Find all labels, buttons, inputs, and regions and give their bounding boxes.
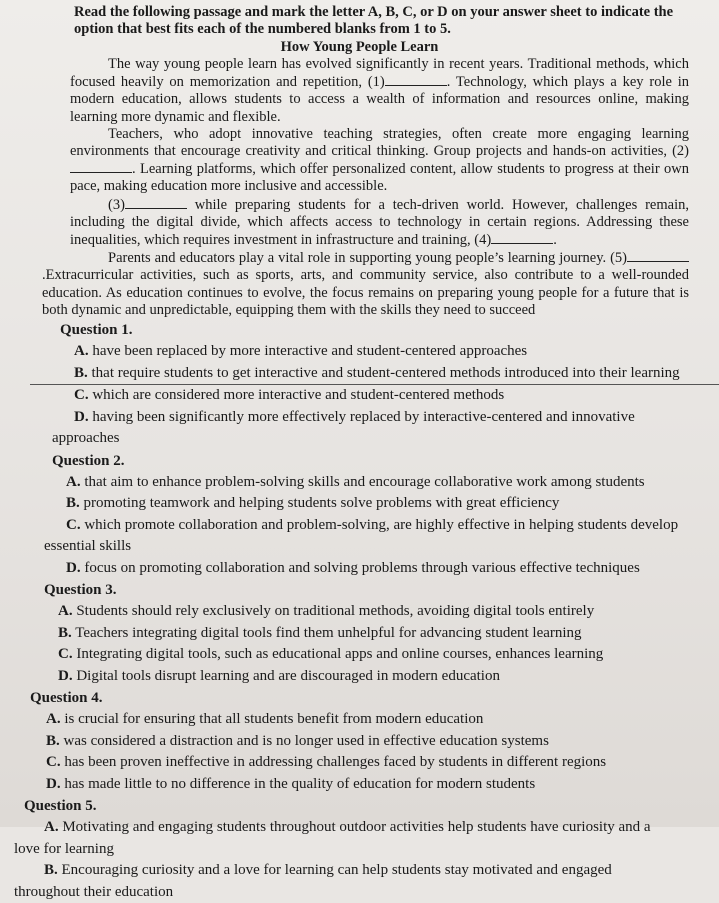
option-letter: D.: [74, 408, 89, 425]
passage-paragraph-1: [70, 56, 689, 126]
question-1-option-b[interactable]: [74, 363, 689, 385]
passage-text: The way young people learn has evolved significantly in recent years. Traditional methods, which focused heavily on memorization and repetition, (1): [70, 56, 689, 91]
option-text: is crucial for ensuring that all students benefit from modern education: [64, 711, 484, 728]
option-text: Integrating digital tools, such as educational apps and online courses, enhances learning: [76, 646, 604, 663]
question-4: [30, 687, 689, 795]
option-text: has made little to no difference in the quality of education for modern students: [64, 775, 536, 792]
option-letter: B.: [66, 495, 80, 512]
question-3-option-b[interactable]: [58, 623, 689, 645]
option-continuation: throughout their education: [14, 883, 174, 900]
option-letter: B.: [44, 862, 58, 879]
option-text: that require students to get interactive and student-centered methods introduced into their learning: [91, 364, 680, 381]
question-5-option-a[interactable]: [44, 817, 689, 839]
question-4-option-a[interactable]: [46, 709, 689, 731]
passage-paragraph-4: [42, 249, 689, 319]
question-3-option-d[interactable]: [58, 666, 689, 688]
passage-text: . Learning platforms, which offer personalized content, allow students to progress at their own pace, making education more inclusive and accessible.: [70, 161, 689, 195]
blank-5: [627, 249, 689, 262]
option-letter: B.: [46, 732, 60, 749]
option-text: that aim to enhance problem-solving skills and encourage collaborative work among students: [84, 473, 645, 490]
option-text: Motivating and engaging students throughout outdoor activities help students have curiosity and a: [62, 819, 651, 836]
option-letter: C.: [58, 646, 73, 663]
passage-text: .Extracurricular activities, such as sports, arts, and community service, also contribute to a well-rounded education. As education continues to evolve, the focus remains on preparing young people for a future that is both dynamic and unpredictable, equipping them with the skills they need to succeed: [42, 267, 689, 318]
question-label: Question 4.: [30, 690, 103, 707]
question-label: Question 5.: [24, 798, 97, 815]
question-1-option-a[interactable]: [74, 341, 689, 363]
question-2-option-a[interactable]: [66, 472, 689, 494]
option-continuation: essential skills: [44, 538, 132, 555]
question-5: [14, 795, 689, 903]
option-text: having been significantly more effectively replaced by interactive-centered and innovative: [92, 408, 635, 425]
option-continuation: approaches: [52, 430, 120, 447]
question-label: Question 3.: [44, 582, 117, 599]
question-4-option-c[interactable]: [46, 752, 689, 774]
passage-text: while preparing students for a tech-driven world. However, challenges remain, including the digital divide, which affects access to technology in certain regions. Addressing these inequalities, which requires investment in infrastructure and training, (4): [70, 196, 689, 249]
question-3: [44, 579, 689, 687]
option-text: have been replaced by more interactive and student-centered approaches: [92, 343, 528, 360]
question-1-option-c[interactable]: [74, 385, 689, 407]
option-text: focus on promoting collaboration and solving problems through various effective techniques: [84, 559, 640, 576]
option-text: which promote collaboration and problem-solving, are highly effective in helping students develop: [84, 516, 679, 533]
question-2-option-d[interactable]: [66, 558, 689, 580]
option-letter: D.: [46, 775, 61, 792]
question-4-option-b[interactable]: [46, 731, 689, 753]
option-text: which are considered more interactive and student-centered methods: [92, 387, 505, 404]
option-text: has been proven ineffective in addressing challenges faced by students in different regions: [64, 754, 607, 771]
option-letter: A.: [58, 603, 73, 620]
option-letter: B.: [74, 364, 88, 381]
option-text: was considered a distraction and is no longer used in effective education systems: [63, 732, 549, 749]
passage-text: .: [553, 232, 557, 249]
question-1: [52, 319, 689, 450]
option-letter: A.: [44, 819, 59, 836]
option-letter: B.: [58, 624, 72, 641]
option-text: Teachers integrating digital tools find them unhelpful for advancing student learning: [75, 624, 582, 641]
option-letter: C.: [74, 387, 89, 404]
option-letter: C.: [46, 754, 61, 771]
passage-paragraph-3: [70, 196, 689, 250]
question-2-option-c[interactable]: [66, 515, 689, 537]
blank-1: [385, 73, 447, 86]
option-continuation: love for learning: [14, 840, 114, 857]
option-letter: A.: [46, 711, 61, 728]
blank-2: [70, 160, 132, 173]
option-letter: A.: [66, 473, 81, 490]
option-text: Students should rely exclusively on traditional methods, avoiding digital tools entirely: [76, 603, 595, 620]
question-2: [44, 450, 689, 580]
option-letter: C.: [66, 516, 81, 533]
passage-text: (3): [108, 196, 125, 213]
passage-paragraph-2: [70, 126, 689, 196]
passage-text: . Technology, which plays a key role in modern education, allows students to access a wealth of information and resources online, making learning more dynamic and flexible.: [70, 74, 689, 125]
passage-text: Parents and educators play a vital role in supporting young people’s learning journey. (5): [108, 250, 627, 267]
passage-text: Teachers, who adopt innovative teaching strategies, often create more engaging learning environments that encourage creativity and critical thinking. Group projects and hands-on activities, (2): [70, 125, 689, 160]
option-letter: D.: [58, 667, 73, 684]
question-3-option-c[interactable]: [58, 644, 689, 666]
passage-title: How Young People Learn: [280, 39, 439, 55]
blank-4: [491, 231, 553, 244]
question-2-option-b[interactable]: [66, 493, 689, 515]
question-label: Question 1.: [60, 322, 133, 339]
blank-3: [125, 196, 187, 209]
question-1-option-d[interactable]: [74, 407, 689, 429]
option-text: Digital tools disrupt learning and are discouraged in modern education: [76, 667, 500, 684]
question-label: Question 2.: [52, 452, 125, 469]
option-letter: D.: [66, 559, 81, 576]
question-5-option-b[interactable]: [44, 860, 689, 882]
question-4-option-d[interactable]: [46, 774, 689, 796]
question-3-option-a[interactable]: [58, 601, 689, 623]
option-text: Encouraging curiosity and a love for learning can help students stay motivated and engaged: [61, 862, 612, 879]
option-text: promoting teamwork and helping students solve problems with great efficiency: [83, 495, 560, 512]
instructions: Read the following passage and mark the letter A, B, C, or D on your answer sheet to indicate the option that best fits each of the numbered blanks from 1 to 5.: [74, 4, 674, 37]
option-letter: A.: [74, 343, 89, 360]
